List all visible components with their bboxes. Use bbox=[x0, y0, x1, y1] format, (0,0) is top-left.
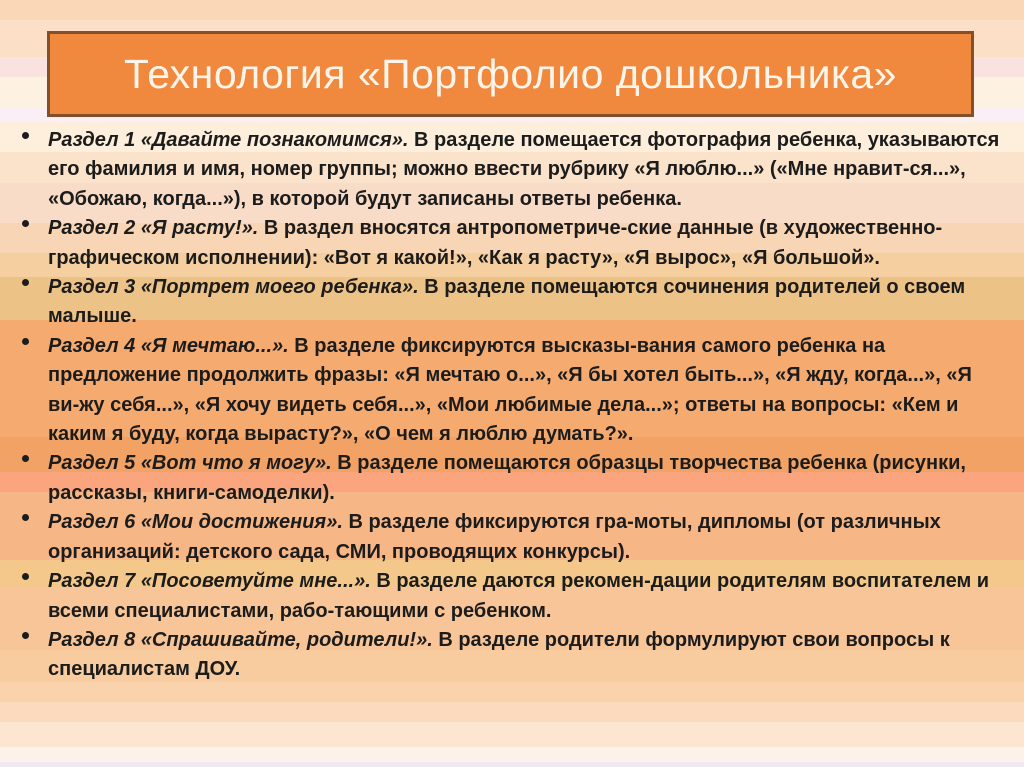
section-body: В разделе помещается фотография ребенка, указываются его фамилия и имя, номер группы; можно ввести рубрику «Я люблю...» («Мне нравит-ся...», «Обожаю, когда...»), в которой будут записаны ответы ребенка. bbox=[48, 129, 1000, 210]
section-body: В разделе помещаются сочинения родителей о своем малыше. bbox=[48, 276, 966, 328]
section-item-7 bbox=[48, 567, 1008, 626]
section-heading: Раздел 8 «Спрашивайте, родители!». bbox=[48, 628, 433, 651]
section-heading: Раздел 5 «Вот что я могу». bbox=[48, 452, 332, 475]
bullet-icon bbox=[22, 132, 29, 139]
bullet-icon bbox=[22, 455, 29, 462]
section-item-3 bbox=[48, 273, 1008, 332]
section-heading: Раздел 6 «Мои достижения». bbox=[48, 511, 343, 534]
section-item-1 bbox=[48, 126, 1008, 214]
section-body: В раздел вносятся антропометриче-ские данные (в художественно-графическом исполнении): «Вот я какой!», «Как я расту», «Я вырос», «Я большой». bbox=[48, 217, 943, 269]
bullet-icon bbox=[22, 338, 29, 345]
section-heading: Раздел 3 «Портрет моего ребенка». bbox=[48, 276, 419, 299]
section-item-4 bbox=[48, 332, 1008, 450]
bullet-icon bbox=[22, 220, 29, 227]
bullet-icon bbox=[22, 573, 29, 580]
section-body: В разделе фиксируются гра-моты, дипломы (от различных организаций: детского сада, СМИ, проводящих конкурсы). bbox=[48, 511, 941, 563]
bullet-icon bbox=[22, 632, 29, 639]
section-heading: Раздел 2 «Я расту!». bbox=[48, 217, 259, 240]
sections-list bbox=[48, 126, 1008, 685]
slide-title: Технология «Портфолио дошкольника» bbox=[124, 50, 897, 97]
section-item-8 bbox=[48, 626, 1008, 685]
section-heading: Раздел 7 «Посоветуйте мне...». bbox=[48, 570, 371, 593]
bullet-icon bbox=[22, 279, 29, 286]
title-box bbox=[47, 31, 974, 117]
section-item-6 bbox=[48, 508, 1008, 567]
section-item-2 bbox=[48, 214, 1008, 273]
section-body: В разделе фиксируются высказы-вания самого ребенка на предложение продолжить фразы: «Я мечтаю о...», «Я бы хотел быть...», «Я жду, когда...», «Я ви-жу себя...», «Я хочу видеть себя...», «Мои любимые дела...»; ответы на вопросы: «Кем и каким я буду, когда вырасту?», «О чем я люблю думать?». bbox=[48, 334, 972, 446]
section-body: В разделе помещаются образцы творчества ребенка (рисунки, рассказы, книги-самоделки). bbox=[48, 452, 966, 504]
section-body: В разделе даются рекомен-дации родителям воспитателем и всеми специалистами, рабо-тающими с ребенком. bbox=[48, 570, 990, 622]
section-heading: Раздел 1 «Давайте познакомимся». bbox=[48, 129, 409, 151]
section-heading: Раздел 4 «Я мечтаю...». bbox=[48, 334, 289, 357]
section-body: В разделе родители формулируют свои вопросы к специалистам ДОУ. bbox=[48, 628, 950, 681]
section-item-5 bbox=[48, 449, 1008, 508]
bullet-icon bbox=[22, 514, 29, 521]
